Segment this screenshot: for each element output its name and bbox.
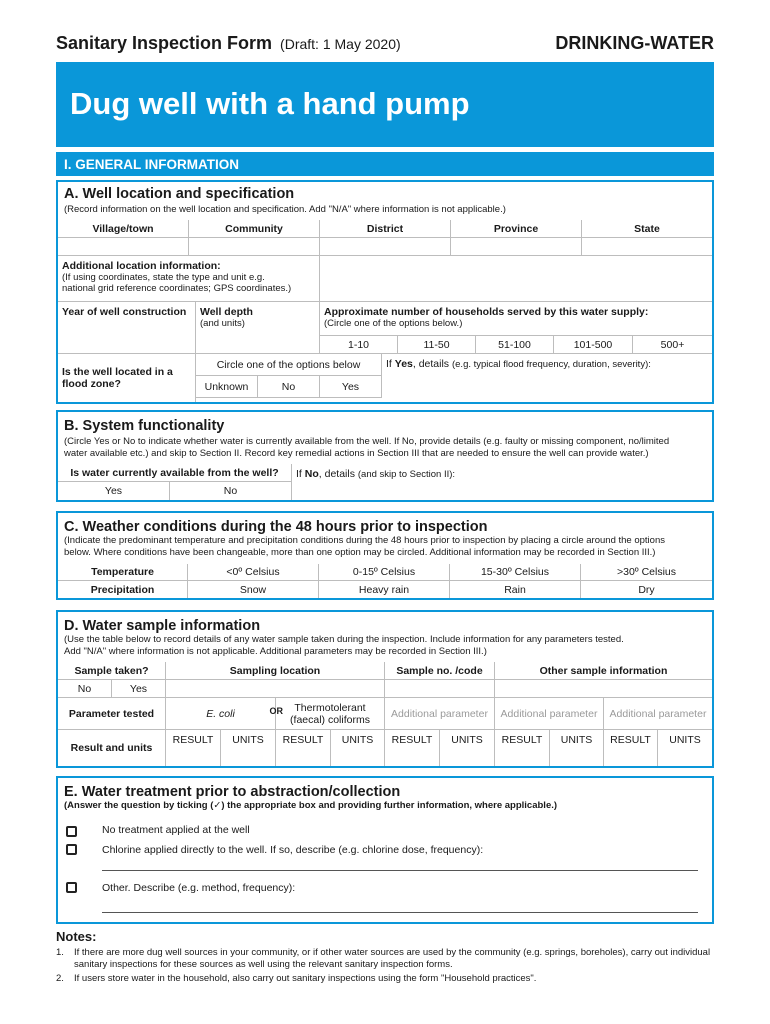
- households-option-2[interactable]: 11-50: [398, 336, 476, 354]
- param-additional-1[interactable]: Additional parameter: [385, 698, 495, 730]
- households-option-5[interactable]: 500+: [633, 336, 712, 354]
- flood-zone-label: Is the well located in a flood zone?: [58, 354, 196, 402]
- section-a-title: A. Well location and specification: [64, 186, 295, 202]
- temperature-option-2[interactable]: 0-15º Celsius: [319, 564, 450, 581]
- column-community: Community: [189, 220, 320, 238]
- depth-note: (and units): [200, 318, 245, 329]
- units-4[interactable]: UNITS: [550, 730, 604, 766]
- option-no-treatment-label: No treatment applied at the well: [102, 824, 250, 836]
- header-sampling-location: Sampling location: [166, 662, 385, 680]
- checkbox-icon[interactable]: [66, 882, 77, 893]
- parameter-tested-label: Parameter tested: [58, 698, 166, 730]
- option-chlorine-label: Chlorine applied directly to the well. If so, describe (e.g. chlorine dose, frequency):: [102, 844, 484, 856]
- section-b-title: B. System functionality: [64, 418, 225, 434]
- sample-taken-no[interactable]: No: [58, 680, 112, 698]
- notes-title: Notes:: [56, 929, 97, 944]
- form-title: Sanitary Inspection Form (Draft: 1 May 2020): [56, 33, 401, 53]
- units-1[interactable]: UNITS: [221, 730, 276, 766]
- district-field[interactable]: [320, 238, 451, 256]
- year-label: Year of well construction: [58, 302, 196, 354]
- households-option-1[interactable]: 1-10: [320, 336, 398, 354]
- other-info-field[interactable]: [495, 680, 712, 698]
- form-category: DRINKING-WATER: [555, 33, 714, 53]
- flood-instruction: Circle one of the options below: [196, 354, 382, 376]
- result-units-label: Result and units: [58, 730, 166, 766]
- water-available-details[interactable]: If No, details (and skip to Section II):: [296, 468, 456, 480]
- other-details-line[interactable]: [102, 912, 698, 913]
- depth-cell[interactable]: [196, 302, 320, 354]
- header-sample-taken: Sample taken?: [58, 662, 166, 680]
- section-d-note-1: (Use the table below to record details of any water sample taken during the inspection. Include information for any parameters tested.: [64, 634, 624, 645]
- precipitation-option-1[interactable]: Snow: [188, 581, 319, 598]
- households-note: (Circle one of the options below.): [324, 318, 463, 329]
- param-ecoli: E. coli OR: [166, 698, 276, 730]
- chlorine-details-line[interactable]: [102, 870, 698, 871]
- flood-details-field[interactable]: If Yes, details (e.g. typical flood frequency, duration, severity):: [386, 358, 651, 370]
- households-label-cell: [320, 302, 712, 336]
- param-additional-2[interactable]: Additional parameter: [495, 698, 604, 730]
- notes-list: [56, 947, 712, 985]
- sample-code-field[interactable]: [385, 680, 495, 698]
- option-other[interactable]: [66, 880, 77, 898]
- option-other-label: Other. Describe (e.g. method, frequency):: [102, 882, 296, 894]
- community-field[interactable]: [189, 238, 320, 256]
- sampling-location-field[interactable]: [166, 680, 385, 698]
- state-field[interactable]: [582, 238, 712, 256]
- section-b-note-1: (Circle Yes or No to indicate whether water is currently available from the well. If No, provide details (e.g. faulty or missing component, no/limited: [64, 436, 670, 447]
- precipitation-option-4[interactable]: Dry: [638, 583, 655, 596]
- column-district: District: [320, 220, 451, 238]
- section-b: [56, 410, 714, 502]
- water-available-no[interactable]: No: [170, 482, 292, 500]
- column-state: State: [582, 220, 712, 238]
- additional-location-label-cell: [58, 256, 320, 302]
- additional-location-note-2: national grid reference coordinates; GPS coordinates.): [62, 283, 292, 294]
- section-a: [56, 180, 714, 404]
- sample-taken-yes[interactable]: Yes: [112, 680, 166, 698]
- section-general-information: I. GENERAL INFORMATION: [56, 152, 714, 176]
- precipitation-label: Precipitation: [58, 581, 188, 598]
- result-4[interactable]: RESULT: [495, 730, 550, 766]
- section-d: [56, 610, 714, 768]
- precipitation-option-3[interactable]: Rain: [450, 581, 581, 598]
- section-e-note: (Answer the question by ticking (✓) the appropriate box and providing further information, where applicable.): [64, 800, 558, 811]
- section-d-title: D. Water sample information: [64, 618, 261, 634]
- note-item: 1. If there are more dug well sources in your community, or if other water sources are used by the community (e.g. springs, boreholes), carry out individual sanitary inspections for these sources as well using the relevant sanitary inspection forms.: [56, 947, 711, 970]
- units-2[interactable]: UNITS: [331, 730, 385, 766]
- column-province: Province: [451, 220, 582, 238]
- page-title: Dug well with a hand pump: [70, 86, 470, 121]
- section-e: [56, 776, 714, 924]
- param-thermotolerant: Thermotolerant (faecal) coliforms: [276, 698, 385, 730]
- section-c-title: C. Weather conditions during the 48 hours prior to inspection: [64, 519, 488, 535]
- water-available-question: Is water currently available from the well?: [58, 464, 292, 482]
- note-item: 2. If users store water in the household, also carry out sanitary inspections using the form "Household practices".: [56, 973, 537, 984]
- result-3[interactable]: RESULT: [385, 730, 440, 766]
- column-village: Village/town: [58, 220, 189, 238]
- precipitation-option-2[interactable]: Heavy rain: [319, 581, 450, 598]
- checkbox-icon[interactable]: [66, 826, 77, 837]
- header-other-info: Other sample information: [495, 662, 712, 680]
- option-no-treatment[interactable]: [66, 824, 77, 842]
- param-additional-3[interactable]: Additional parameter: [604, 698, 712, 730]
- households-option-4[interactable]: 101-500: [554, 336, 633, 354]
- units-5[interactable]: UNITS: [669, 734, 701, 746]
- village-field[interactable]: [58, 238, 189, 256]
- units-3[interactable]: UNITS: [440, 730, 495, 766]
- or-label: OR: [269, 706, 283, 716]
- temperature-option-4[interactable]: >30º Celsius: [581, 564, 712, 581]
- temperature-label: Temperature: [58, 564, 188, 581]
- result-5[interactable]: RESULT: [604, 730, 658, 766]
- section-a-note: (Record information on the well location and specification. Add "N/A" where information is not applicable.): [64, 204, 506, 215]
- temperature-option-1[interactable]: <0º Celsius: [188, 564, 319, 581]
- section-c-note-2: below. Where conditions have been changeable, more than one option may be circled. Additional information may be recorded in Section III.): [64, 547, 656, 558]
- section-b-note-2: water available etc.) and skip to Section II. Record key remedial actions in Section III that are needed to ensure the well can provide water.): [64, 448, 649, 459]
- result-1[interactable]: RESULT: [166, 730, 221, 766]
- depth-label: Well depth: [200, 306, 253, 318]
- additional-location-note-1: (If using coordinates, state the type and unit e.g.: [62, 272, 265, 283]
- water-available-yes[interactable]: Yes: [58, 482, 170, 500]
- draft-date: (Draft: 1 May 2020): [280, 36, 401, 52]
- additional-location-field[interactable]: [320, 256, 712, 302]
- section-c: [56, 511, 714, 600]
- households-option-3[interactable]: 51-100: [476, 336, 554, 354]
- option-chlorine[interactable]: [66, 842, 77, 860]
- additional-location-label: Additional location information:: [62, 260, 221, 272]
- households-label: Approximate number of households served by this water supply:: [324, 306, 649, 318]
- checkbox-icon[interactable]: [66, 844, 77, 855]
- flood-option-no[interactable]: No: [258, 376, 320, 398]
- result-2[interactable]: RESULT: [276, 730, 331, 766]
- flood-option-unknown[interactable]: Unknown: [196, 376, 258, 398]
- flood-option-yes[interactable]: Yes: [320, 376, 382, 398]
- title-banner: [56, 62, 714, 147]
- section-e-title: E. Water treatment prior to abstraction/collection: [64, 784, 401, 800]
- section-c-note-1: (Indicate the predominant temperature and precipitation conditions during the 48 hours prior to inspection by placing a circle around the options: [64, 535, 665, 546]
- header-sample-code: Sample no. /code: [385, 662, 495, 680]
- temperature-option-3[interactable]: 15-30º Celsius: [450, 564, 581, 581]
- section-d-note-2: Add "N/A" where information is not applicable. Additional parameters may be recorded in Section III.): [64, 646, 487, 657]
- province-field[interactable]: [451, 238, 582, 256]
